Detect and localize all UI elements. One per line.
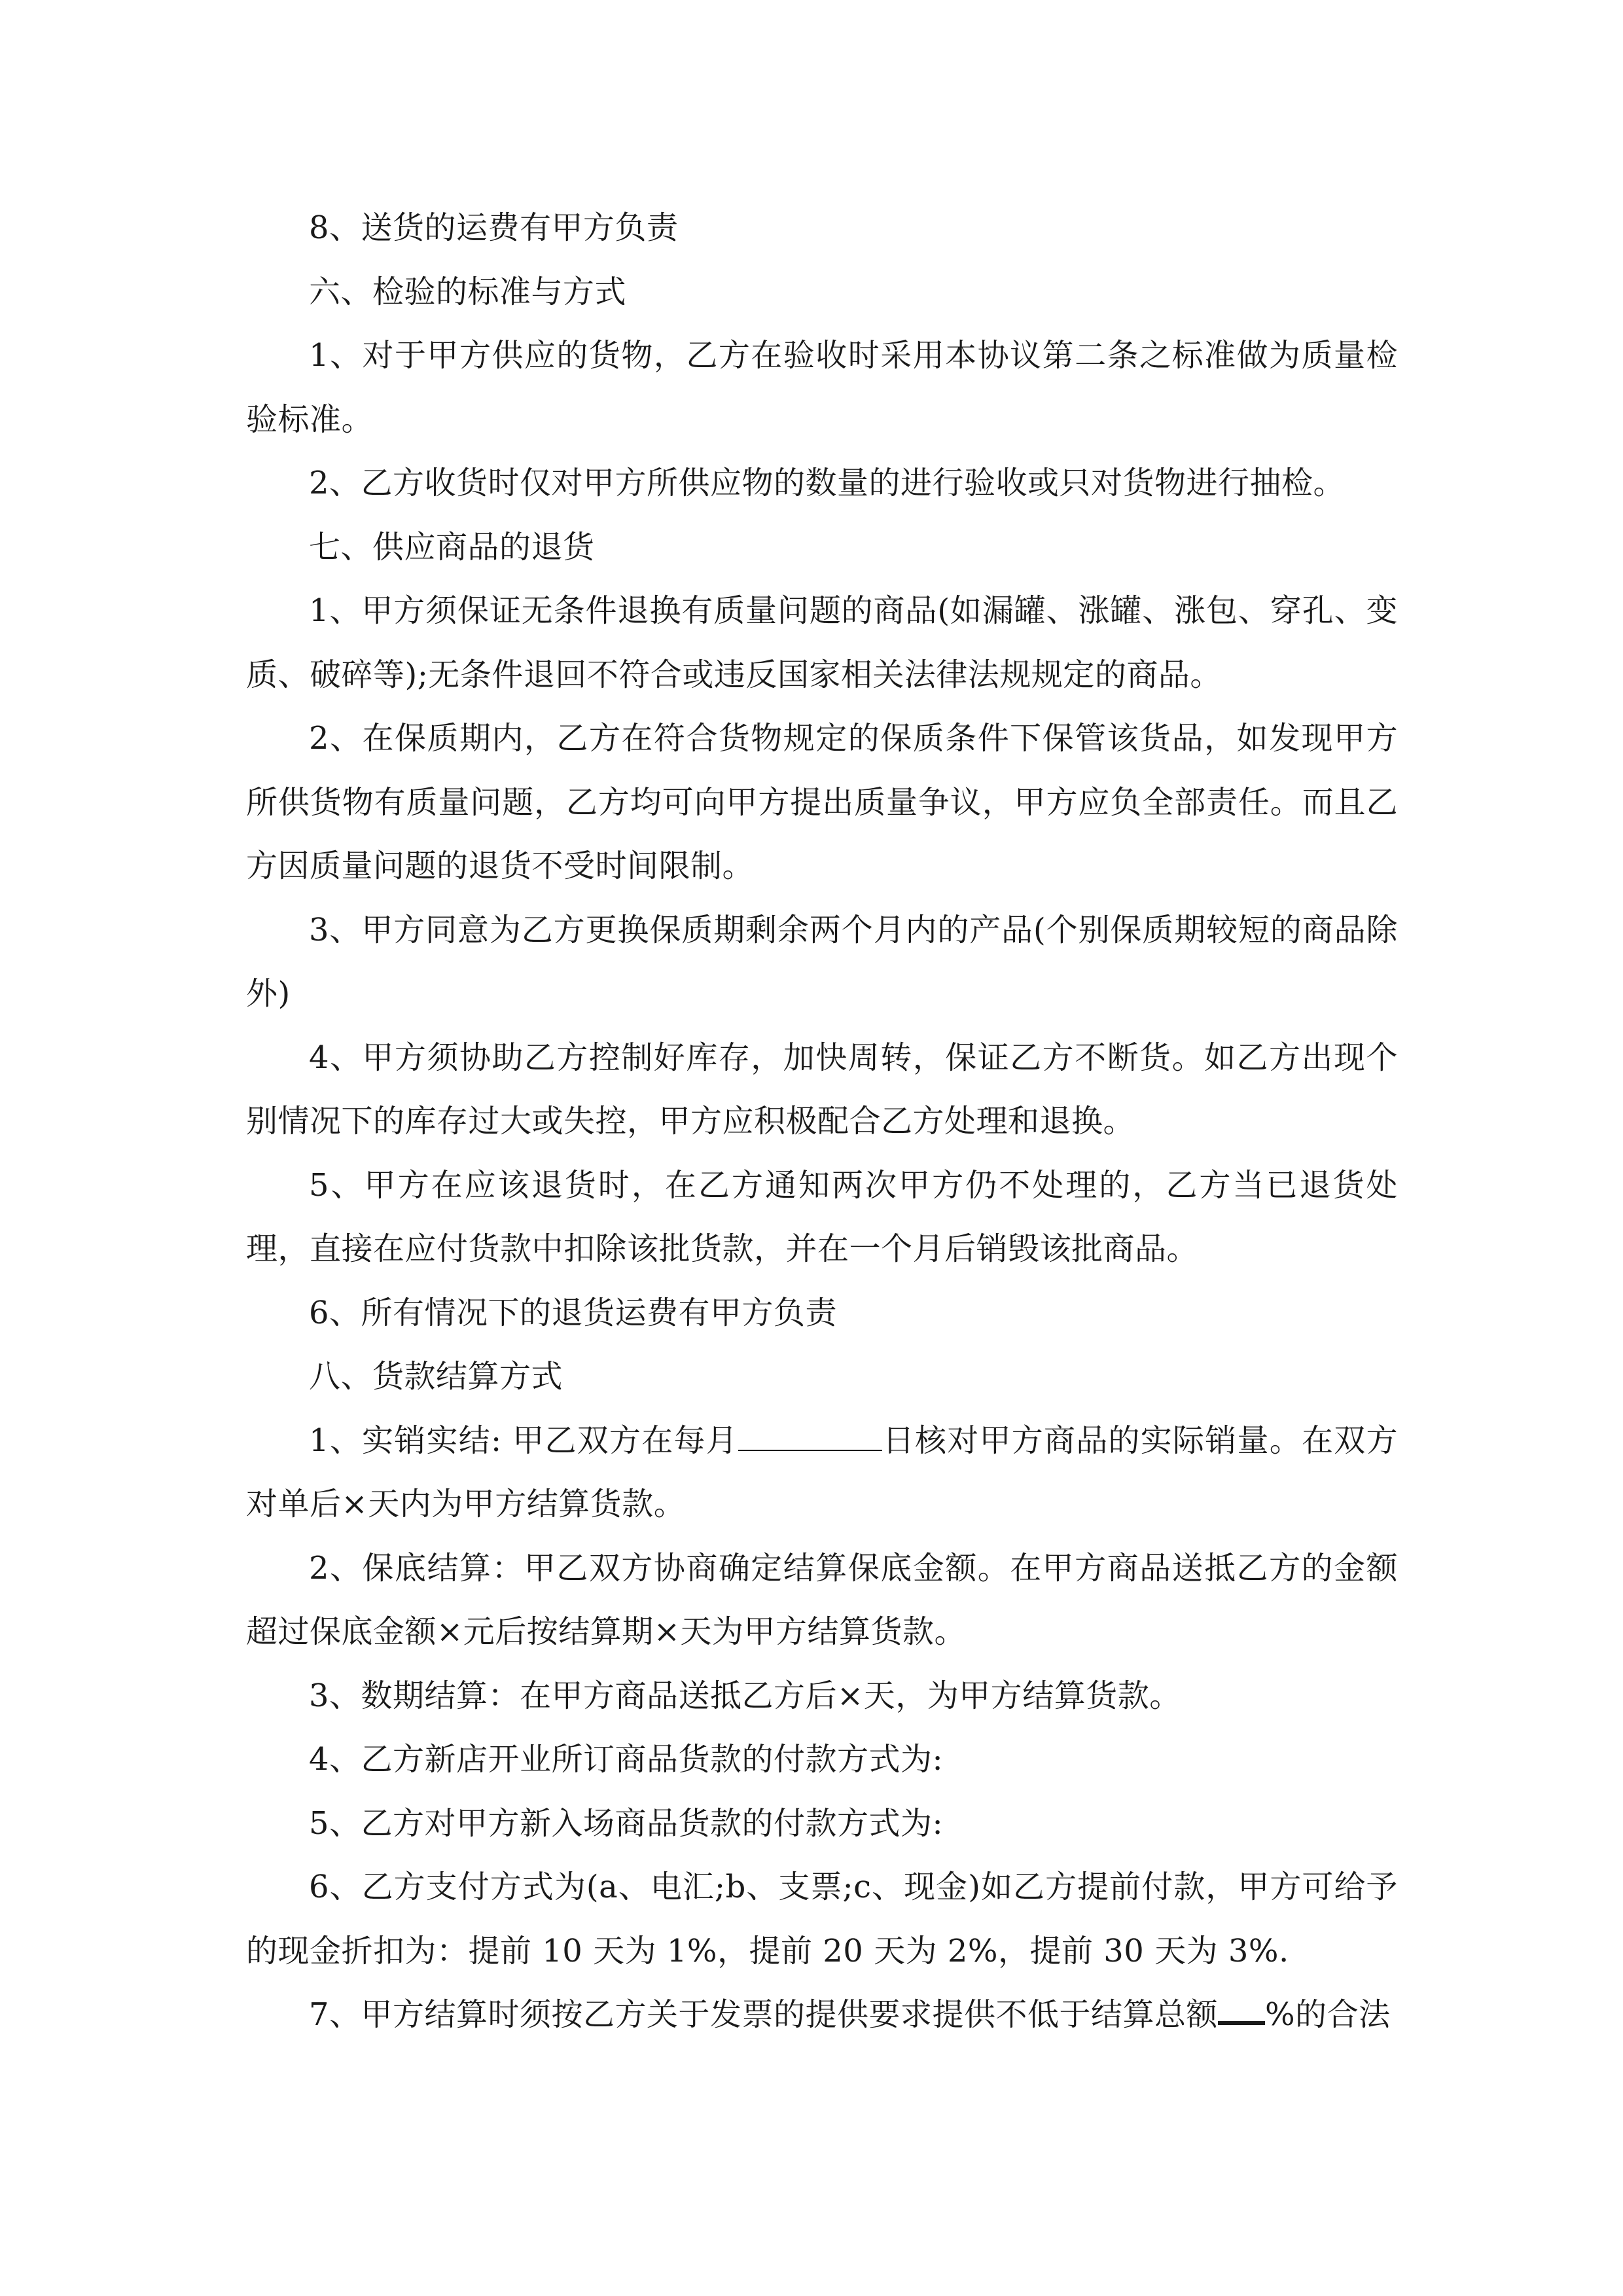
section-heading-settlement: 八、货款结算方式: [309, 1358, 563, 1395]
clause-returns-5: 5、甲方在应该退货时，在乙方通知两次甲方仍不处理的，乙方当已退货处理，直接在应付货款中扣除该批货款，并在一个月后销毁该批商品。: [246, 1166, 1398, 1267]
clause-settlement-1-text-a: 1、实销实结: 甲乙双方在每月: [309, 1422, 738, 1459]
clause-returns-2: 2、在保质期内，乙方在符合货物规定的保质条件下保管该货品，如发现甲方所供货物有质量问题，乙方均可向甲方提出质量争议，甲方应负全部责任。而且乙方因质量问题的退货不受时间限制。: [246, 720, 1398, 884]
section-heading-returns: 七、供应商品的退货: [309, 528, 595, 565]
clause-settlement-6: 6、乙方支付方式为(a、电汇;b、支票;c、现金)如乙方提前付款，甲方可给予的现金折扣为：提前 10 天为 1%，提前 20 天为 2%，提前 30 天为 3%.: [246, 1869, 1398, 1969]
clause-settlement-7-text-b: %的合法: [1265, 1996, 1391, 2033]
clause-settlement-5: 5、乙方对甲方新入场商品货款的付款方式为:: [309, 1804, 944, 1842]
clause-settlement-1-text-b: 日核对甲方商品的实际销量。在双方对单后×天内为甲方结算货款。: [246, 1422, 1398, 1522]
contract-body: [246, 196, 1398, 2047]
clause-returns-4: 4、甲方须协助乙方控制好库存，加快周转，保证乙方不断货。如乙方出现个别情况下的库存过大或失控，甲方应积极配合乙方处理和退换。: [246, 1039, 1398, 1139]
fill-in-blank-percent: [1218, 1991, 1265, 2025]
clause-settlement-4: 4、乙方新店开业所订商品货款的付款方式为:: [309, 1741, 944, 1778]
clause-settlement-7: [246, 1983, 1398, 2047]
clause-inspection-standard: 1、对于甲方供应的货物，乙方在验收时采用本协议第二条之标准做为质量检验标准。: [246, 337, 1398, 438]
clause-returns-6: 6、所有情况下的退货运费有甲方负责: [309, 1294, 838, 1331]
clause-inspection-quantity: 2、乙方收货时仅对甲方所供应物的数量的进行验收或只对货物进行抽检。: [309, 465, 1346, 501]
fill-in-blank-day: [738, 1420, 882, 1451]
clause-returns-3: 3、甲方同意为乙方更换保质期剩余两个月内的产品(个别保质期较短的商品除外): [246, 911, 1398, 1012]
clause-settlement-3: 3、数期结算：在甲方商品送抵乙方后×天，为甲方结算货款。: [309, 1677, 1181, 1714]
clause-settlement-1: [246, 1409, 1398, 1537]
clause-settlement-2: 2、保底结算：甲乙双方协商确定结算保底金额。在甲方商品送抵乙方的金额超过保底金额×元后按结算期×天为甲方结算货款。: [246, 1549, 1398, 1650]
clause-settlement-7-text-a: 7、甲方结算时须按乙方关于发票的提供要求提供不低于结算总额: [309, 1996, 1219, 2033]
section-heading-inspection: 六、检验的标准与方式: [309, 273, 627, 310]
clause-shipping-cost: 8、送货的运费有甲方负责: [309, 209, 679, 246]
clause-returns-1: 1、甲方须保证无条件退换有质量问题的商品(如漏罐、涨罐、涨包、穿孔、变质、破碎等);无条件退回不符合或违反国家相关法律法规规定的商品。: [246, 592, 1398, 693]
